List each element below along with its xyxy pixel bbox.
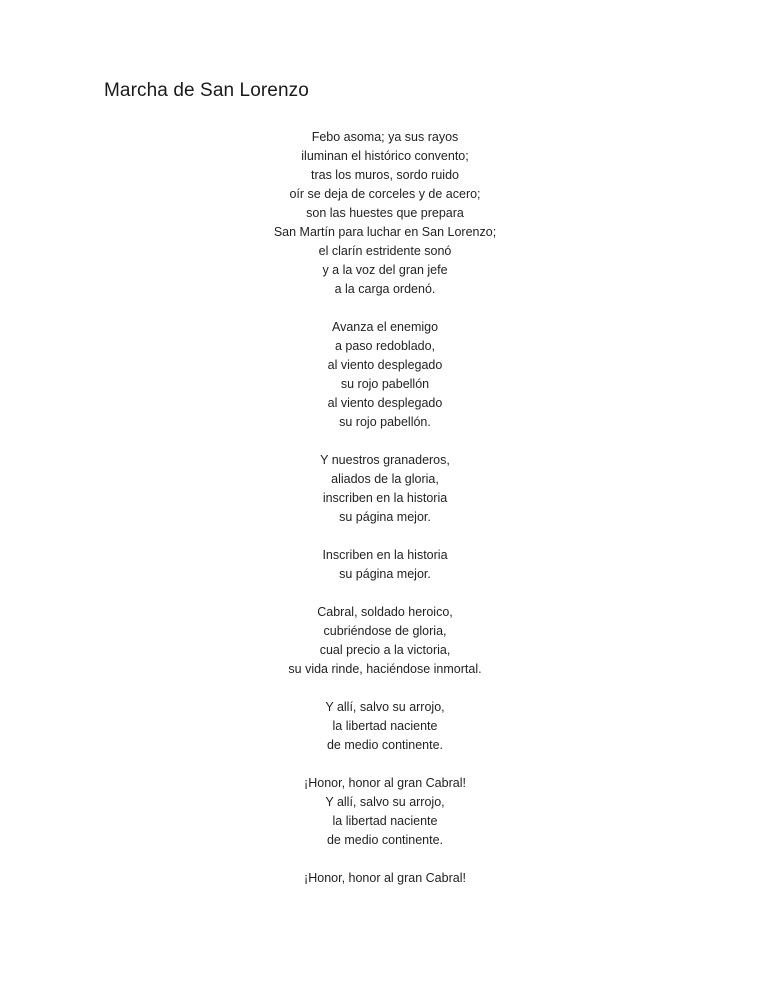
poem-line: de medio continente.	[326, 738, 444, 752]
page-title: Marcha de San Lorenzo	[104, 80, 309, 101]
poem-line: Febo asoma; ya sus rayos	[311, 130, 459, 144]
poem-line: San Martín para luchar en San Lorenzo;	[273, 225, 497, 239]
poem-line: tras los muros, sordo ruido	[311, 168, 459, 182]
poem-line: su vida rinde, haciéndose inmortal.	[288, 662, 482, 676]
poem-line: son las huestes que prepara	[306, 206, 464, 220]
poem-stanza	[104, 698, 666, 755]
poem-line: la libertad naciente	[332, 719, 438, 733]
poem-line: Cabral, soldado heroico,	[317, 605, 453, 619]
poem-line: Y allí, salvo su arrojo,	[325, 795, 445, 809]
poem-line: Inscriben en la historia	[322, 548, 448, 562]
poem-line: su rojo pabellón.	[339, 415, 431, 429]
poem-line: inscriben en la historia	[322, 491, 448, 505]
poem-stanza	[104, 603, 666, 679]
poem-line: oír se deja de corceles y de acero;	[289, 187, 481, 201]
poem-stanza	[104, 546, 666, 584]
poem-stanza	[104, 774, 666, 850]
poem-line: al viento desplegado	[327, 358, 443, 372]
poem-line: a paso redoblado,	[334, 339, 436, 353]
poem-line: la libertad naciente	[332, 814, 438, 828]
poem-line: aliados de la gloria,	[331, 472, 439, 486]
poem-line: Y allí, salvo su arrojo,	[325, 700, 445, 714]
poem-line: su página mejor.	[339, 510, 431, 524]
poem-body	[104, 128, 672, 888]
poem-line: de medio continente.	[326, 833, 444, 847]
poem-line: Y nuestros granaderos,	[320, 453, 450, 467]
poem-line: su rojo pabellón	[340, 377, 430, 391]
poem-line: y a la voz del gran jefe	[322, 263, 448, 277]
poem-line: cual precio a la victoria,	[319, 643, 451, 657]
poem-stanza	[104, 318, 666, 432]
poem-stanza	[104, 869, 666, 888]
poem-line: ¡Honor, honor al gran Cabral!	[304, 871, 466, 885]
poem-line: cubriéndose de gloria,	[323, 624, 447, 638]
poem-stanza	[104, 451, 666, 527]
poem-line: al viento desplegado	[327, 396, 443, 410]
poem-line: su página mejor.	[339, 567, 431, 581]
poem-line: a la carga ordenó.	[334, 282, 436, 296]
poem-stanza	[104, 128, 666, 299]
poem-line: el clarín estridente sonó	[318, 244, 452, 258]
poem-line: ¡Honor, honor al gran Cabral!	[304, 776, 466, 790]
poem-line: Avanza el enemigo	[331, 320, 439, 334]
poem-line: iluminan el histórico convento;	[301, 149, 469, 163]
